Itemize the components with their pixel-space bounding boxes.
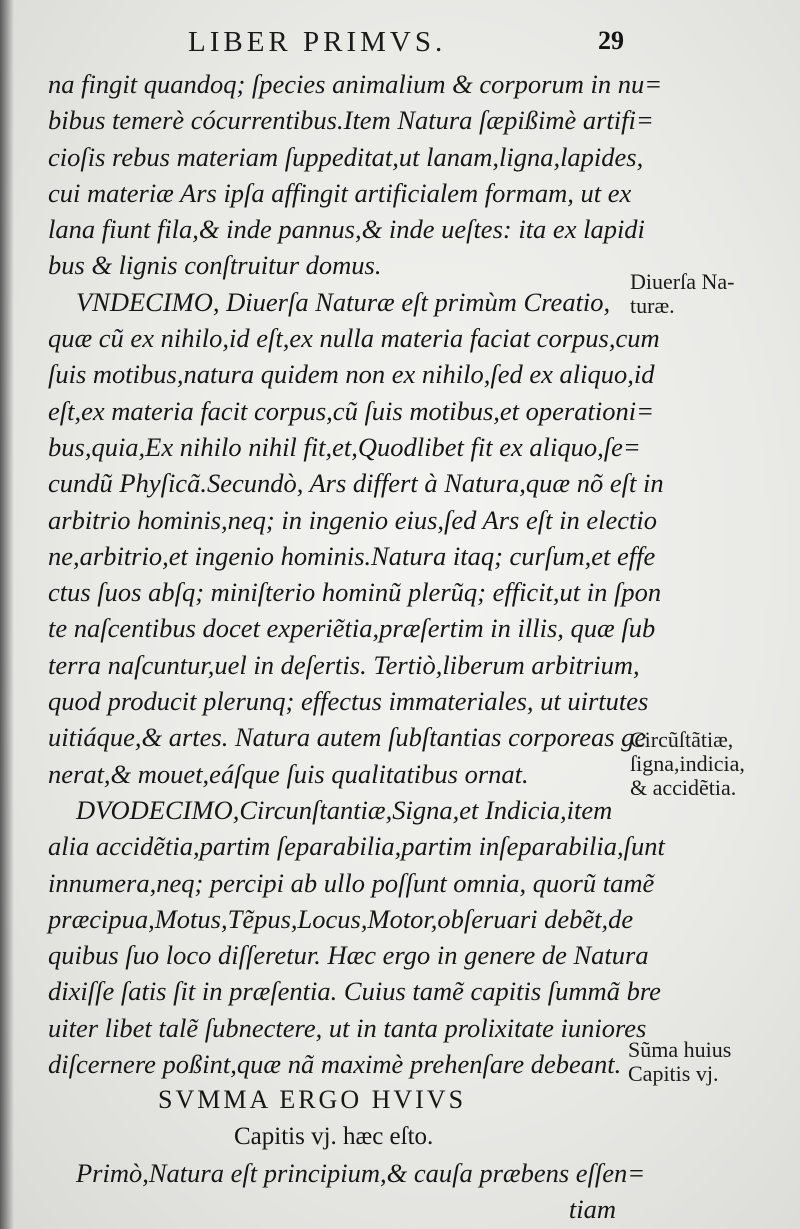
text-line: dixiſſe ſatis ſit in præſentia. Cuius tamẽ capitis ſummã bre <box>48 976 661 1007</box>
text-line: quibus ſuo loco diſſeretur. Hæc ergo in genere de Natura <box>48 940 649 971</box>
text-line: ſuis motibus,natura quidem non ex nihilo,ſed ex aliquo,id <box>48 359 655 390</box>
text-line: uitiáque,& artes. Natura autem ſubſtantias corporeas ge <box>48 722 647 753</box>
page-number: 29 <box>598 26 624 55</box>
text-line: cundũ Phyſicã.Secundò, Ars differt à Natura,quæ nõ eſt in <box>48 468 664 499</box>
page-gutter-shadow <box>0 0 14 1229</box>
text-line: alia accidẽtia,partim ſeparabilia,partim inſeparabilia,ſunt <box>48 831 665 862</box>
margin-note-line: Capitis vj. <box>628 1061 719 1086</box>
margin-note-diuersa <box>630 270 800 318</box>
text-line: ne,arbitrio,et ingenio hominis.Natura itaq; curſum,et effe <box>48 540 656 571</box>
margin-note-line: turæ. <box>630 293 675 318</box>
section-heading: SVMMA ERGO HVIVS <box>158 1085 467 1115</box>
running-head <box>0 24 800 64</box>
text-line: cioſis rebus materiam ſuppeditat,ut lanam,ligna,lapides, <box>48 141 644 172</box>
text-line: bibus temerè cócurrentibus.Item Natura ſæpißimè artifi= <box>48 105 654 136</box>
main-text-block <box>48 66 665 1228</box>
paragraph-start-line: DVODECIMO,Circunſtantiæ,Signa,et Indicia,item <box>76 794 613 825</box>
running-title: LIBER PRIMVS. <box>188 26 447 58</box>
text-line: cui materiæ Ars ipſa affingit artificialem formam, ut ex <box>48 177 632 208</box>
text-line: na fingit quandoq; ſpecies animalium & corporum in nu= <box>48 69 663 99</box>
text-line: bus & lignis conſtruitur domus. <box>48 250 382 281</box>
text-line: bus,quia,Ex nihilo nihil fit,et,Quodlibet fit ex aliquo,ſe= <box>48 431 641 462</box>
text-line: lana fiunt fila,& inde pannus,& inde ueſtes: ita ex lapidi <box>48 214 645 245</box>
margin-note-line: Sũma huius <box>628 1037 732 1062</box>
text-line: uiter libet talẽ ſubnectere, ut in tanta prolixitate iuniores <box>48 1012 647 1043</box>
margin-note-line: ſigna,indicia, <box>630 751 745 776</box>
text-line: quæ cũ ex nihilo,id eſt,ex nulla materia faciat corpus,cum <box>48 323 660 354</box>
paragraph-start-line: Primò,Natura eſt principium,& cauſa præbens eſſen= <box>76 1157 646 1188</box>
text-line: te naſcentibus docet experiẽtia,præſertim in illis, quæ ſub <box>48 613 656 644</box>
margin-note-line: Diuerſa Na- <box>630 269 735 294</box>
text-line: ctus ſuos abſq; miniſterio hominũ plerũq; efficit,ut in ſpon <box>48 577 662 608</box>
text-line: diſcernere poßint,quæ nã maximè prehenſare debeant. <box>48 1049 622 1080</box>
text-line: eſt,ex materia facit corpus,cũ ſuis motibus,et operationi= <box>48 395 654 426</box>
catchword: tiam <box>568 1194 616 1225</box>
text-line: quod producit plerunq; effectus immateriales, ut uirtutes <box>48 686 649 717</box>
margin-note-summa <box>628 1038 798 1086</box>
text-line: nerat,& mouet,eáſque ſuis qualitatibus ornat. <box>48 758 529 789</box>
section-subheading: Capitis vj. hæc eſto. <box>234 1122 434 1150</box>
margin-note-line: & accidẽtia. <box>630 775 737 800</box>
text-line: arbitrio hominis,neq; in ingenio eius,ſed Ars eſt in electio <box>48 504 657 535</box>
text-line: terra naſcuntur,uel in deſertis. Tertiò,liberum arbitrium, <box>48 649 640 680</box>
text-line: innumera,neq; percipi ab ullo poſſunt omnia, quorũ tamẽ <box>48 867 655 898</box>
text-line: præcipua,Motus,Tẽpus,Locus,Motor,obſeruari debẽt,de <box>48 903 634 934</box>
margin-note-line: Circũſtãtiæ, <box>630 727 734 752</box>
margin-note-circunstantiae <box>630 728 800 800</box>
paragraph-start-line: VNDECIMO, Diuerſa Naturæ eſt primùm Creatio, <box>76 286 611 317</box>
